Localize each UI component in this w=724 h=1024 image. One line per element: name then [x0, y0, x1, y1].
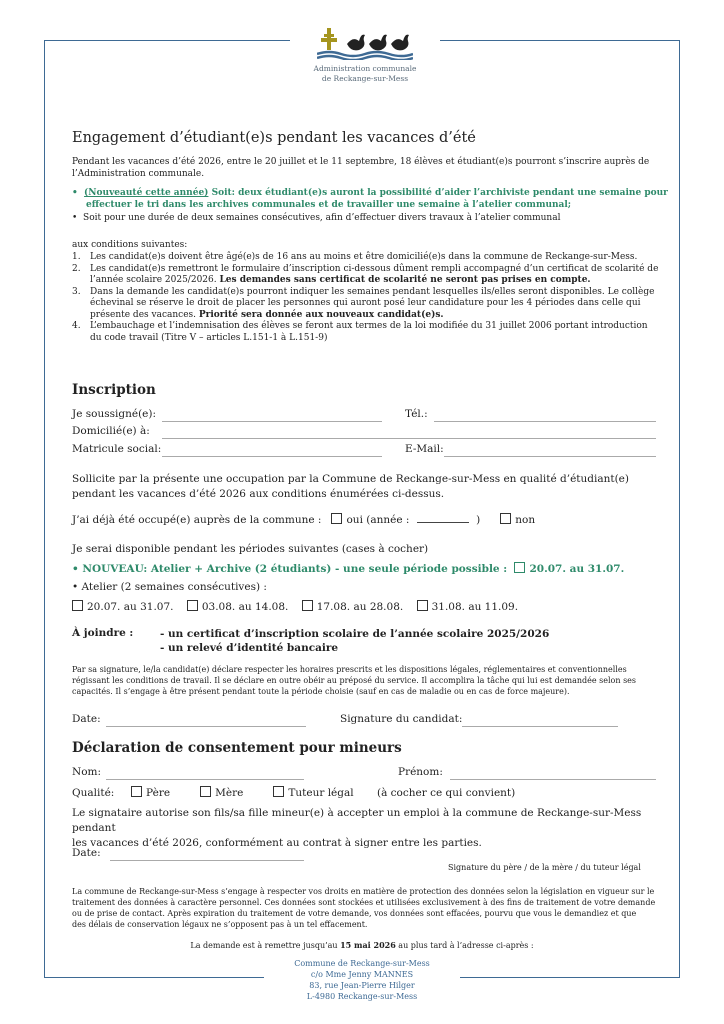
sollicite-text: Sollicite par la présente une occupation par la Commune de Reckange-sur-Mess en qualité d’étudiant(e) pendant les vacances d’été 2026 aux conditions énumérées ci-dessus.	[72, 473, 629, 500]
non-checkbox[interactable]	[500, 513, 511, 524]
tuteur-checkbox[interactable]	[273, 786, 284, 797]
soussigne-field[interactable]	[162, 421, 382, 422]
nom-field[interactable]	[106, 779, 304, 780]
privacy-notice: La commune de Reckange-sur-Mess s’engage à respecter vos droits en matière de protection des données selon la législation en vigueur sur le traitement des données à caractère personnel. Ces données sont stockées et utilisées exclusivement à des fins de traitement de votre demande ou de prise de contact. Après expiration du traitement de votre demande, vos données sont effacées, pourvu que vous le demandiez et que des délais de conservation légaux ne s’opposent pas à un tel effacement.	[72, 887, 656, 929]
soussigne-label: Je soussigné(e):	[72, 408, 157, 420]
joindre-list: - un certificat d’inscription scolaire de l’année scolaire 2025/2026 - un relevé d’identité bancaire	[160, 628, 550, 654]
period-2-checkbox[interactable]	[187, 600, 198, 611]
atelier-label: • Atelier (2 semaines consécutives) :	[72, 581, 267, 593]
inscription-heading: Inscription	[72, 382, 156, 398]
period-3-checkbox[interactable]	[302, 600, 313, 611]
joindre-label: À joindre :	[72, 627, 134, 639]
bullet-atelier: • Soit pour une durée de deux semaines consécutives, afin d’effectuer divers travaux à l’atelier communal	[72, 213, 561, 223]
disponible-text: Je serai disponible pendant les périodes suivantes (cases à cocher)	[72, 543, 429, 555]
domicile-field[interactable]	[162, 438, 656, 439]
address-block: Commune de Reckange-sur-Mess c/o Mme Jenny MANNES 83, rue Jean-Pierre Hilger L-4980 Reckange-sur-Mess	[294, 959, 430, 1001]
coat-of-arms-icon	[317, 18, 413, 60]
nom-label: Nom:	[72, 766, 102, 778]
tel-label: Tél.:	[405, 408, 428, 420]
mineurs-heading: Déclaration de consentement pour mineurs	[72, 740, 402, 756]
matricule-field[interactable]	[162, 456, 382, 457]
oui-checkbox[interactable]	[331, 513, 342, 524]
signature-disclaimer: Par sa signature, le/la candidat(e) déclare respecter les horaires prescrits et les dispositions légales, réglementaires et conventionnelles régissant les conditions de travail. Il se déclare en outre obéir au préposé du service. Il accomplira la tâche qui lui est demandée selon ses capacités. Il s’engage à être présent pendant toute la période choisie (sauf en cas de maladie ou en cas de force majeure).	[72, 665, 637, 696]
prenom-label: Prénom:	[398, 766, 443, 778]
prenom-field[interactable]	[450, 779, 656, 780]
logo	[290, 18, 440, 98]
deadline-text: La demande est à remettre jusqu’au 15 mai 2026 au plus tard à l’adresse ci-après :	[190, 940, 534, 950]
nouveau-period-checkbox[interactable]	[514, 562, 525, 573]
signature-label: Signature du candidat:	[340, 713, 463, 725]
qualite-row: Qualité: Père Mère Tuteur légal (à cocher ce qui convient)	[72, 787, 516, 799]
mineurs-date-field[interactable]	[110, 860, 304, 861]
signature-field[interactable]	[462, 726, 618, 727]
email-label: E-Mail:	[405, 443, 444, 455]
mere-checkbox[interactable]	[200, 786, 211, 797]
tel-field[interactable]	[434, 421, 656, 422]
logo-line2: de Reckange-sur-Mess	[321, 74, 409, 83]
bullet-new: • (Nouveauté cette année) Soit: deux étudiant(e)s auront la possibilité d’aider l’archiviste pendant une semaine pour effectuer le tri dans les archives communales et de travailler une semaine à l’atelier communal;	[72, 188, 668, 210]
pere-checkbox[interactable]	[131, 786, 142, 797]
email-field[interactable]	[444, 456, 656, 457]
deja-occupe-row: J’ai déjà été occupé(e) auprès de la commune : oui (année : ) non	[72, 514, 536, 526]
date-field[interactable]	[106, 726, 306, 727]
period-1-checkbox[interactable]	[72, 600, 83, 611]
conditions-list: 1. Les candidat(e)s doivent être âgé(e)s de 16 ans au moins et être domicilié(e)s dans la commune de Reckange-sur-Mess. 2. Les candidat(e)s remettront le formulaire d’inscription ci-dessous dûment rempli accompagné d’un certificat de scolarité de l’année scolaire 2025/2026. Les demandes sans certificat de scolarité ne seront pas prises en compte. 3. Dans la demande les candidat(e)s pourront indiquer les semaines pendant lesquelles ils/elles seront disponibles. Le collège échevinal se réserve le droit de placer les personnes qui auront posé leur candidature pour les 4 périodes dans celle qui présente des vacances. Priorité sera donnée aux nouveaux candidat(e)s. 4. L’embauchage et l’indemnisation des élèves se feront aux termes de la loi modifiée du 31 juillet 2006 portant introduction du code travail (Titre V – articles L.151-1 à L.151-9)	[72, 252, 659, 343]
domicile-label: Domicilié(e) à:	[72, 425, 150, 437]
annee-field[interactable]	[417, 522, 469, 523]
mineurs-date-label: Date:	[72, 847, 101, 859]
conditions-intro: aux conditions suivantes:	[72, 240, 188, 250]
matricule-label: Matricule social:	[72, 443, 162, 455]
page-title: Engagement d’étudiant(e)s pendant les vacances d’été	[72, 130, 476, 146]
atelier-periods: 20.07. au 31.07. 03.08. au 14.08. 17.08. au 28.08. 31.08. au 11.09.	[72, 600, 518, 613]
parent-signature-label: Signature du père / de la mère / du tuteur légal	[448, 863, 641, 872]
autorise-text: Le signataire autorise son fils/sa fille mineur(e) à accepter un emploi à la commune de Reckange-sur-Mess pendant les vacances d’été 2026, conformément au contrat à signer entre les parties.	[72, 807, 642, 849]
period-4-checkbox[interactable]	[417, 600, 428, 611]
logo-line1: Administration communale	[313, 64, 417, 73]
intro-text: Pendant les vacances d’été 2026, entre le 20 juillet et le 11 septembre, 18 élèves et étudiant(e)s pourront s’inscrire auprès de l’Administration communale.	[72, 157, 650, 179]
nouveau-row: • NOUVEAU: Atelier + Archive (2 étudiants) - une seule période possible : 20.07. au 31.07.	[72, 563, 625, 575]
date-label: Date:	[72, 713, 101, 725]
